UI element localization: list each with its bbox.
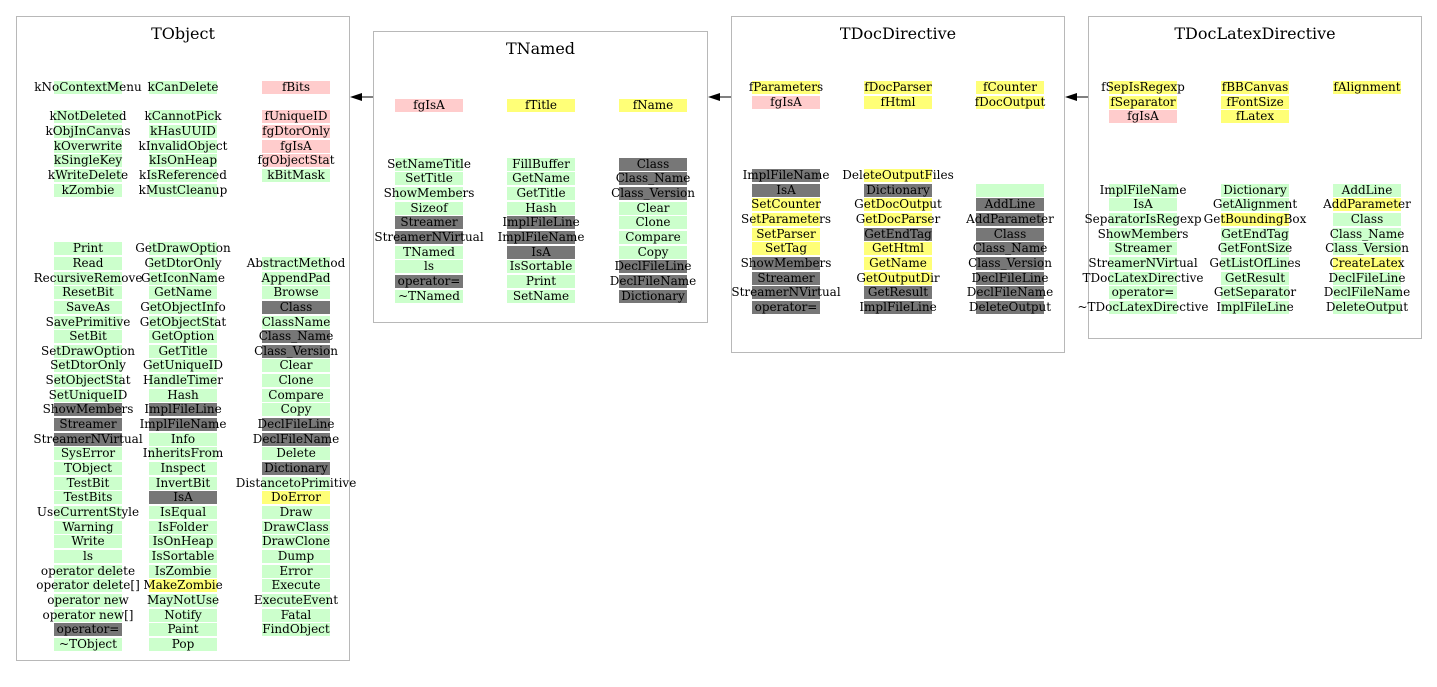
member-label: ~TObject	[59, 636, 117, 651]
member-label: kIsOnHeap	[148, 153, 218, 168]
member-label: Dictionary	[1223, 182, 1287, 197]
member-label: GetObjectInfo	[140, 299, 226, 314]
member-label: TObject	[64, 461, 112, 476]
member-label: GetUniqueID	[142, 358, 224, 373]
member-label: ImplFileLine	[859, 299, 937, 314]
member-label: AddParameter	[966, 211, 1054, 226]
member-label: Print	[525, 273, 557, 288]
member-label: fUniqueID	[264, 109, 328, 124]
member-label: IsSortable	[151, 549, 215, 563]
member-label: Info	[170, 431, 196, 446]
member-label: GetName	[869, 255, 927, 270]
member-label: IsZombie	[154, 563, 212, 578]
member-label: GetSeparator	[1213, 285, 1297, 300]
member-label: GetDocOutput	[854, 197, 942, 212]
member-label: SetTag	[764, 241, 808, 256]
class-title-tobject: TObject	[151, 24, 215, 43]
arrow-tdoclatexdirective-to-tdocdirective	[1065, 93, 1088, 101]
member-label: Write	[71, 534, 105, 549]
member-label: IsEqual	[159, 505, 207, 520]
member-label: GetDocParser	[855, 211, 941, 226]
member-label: fgIsA	[1127, 109, 1159, 124]
member-label: IsA	[1133, 197, 1153, 212]
member-label: fgIsA	[280, 138, 312, 153]
member-label: GetResult	[1224, 270, 1286, 285]
member-label: kWriteDelete	[47, 167, 129, 182]
member-label: GetOutputDir	[856, 270, 940, 285]
member-label: Dictionary	[621, 288, 685, 303]
member-label: kCannotPick	[144, 109, 222, 124]
member-label: kBitMask	[267, 167, 325, 182]
member-label: ShowMembers	[383, 185, 475, 200]
member-label: fgIsA	[413, 98, 445, 112]
member-label: fParameters	[748, 80, 824, 94]
member-label: InvertBit	[155, 475, 211, 490]
member-label: GetIconName	[140, 270, 226, 285]
member-label: HandleTimer	[142, 373, 224, 388]
member-label: ResetBit	[62, 285, 114, 300]
member-label: operator new[]	[42, 607, 134, 622]
class-title-tnamed: TNamed	[505, 39, 576, 58]
member-label: ExecuteEvent	[253, 592, 339, 607]
member-label: StreamerNVirtual	[731, 285, 841, 300]
member-label: ImplFileName	[497, 229, 585, 244]
member-label: Class_Name	[615, 171, 691, 186]
class-title-tdocdirective: TDocDirective	[839, 24, 957, 43]
member-label: Read	[72, 255, 104, 270]
member-label: AppendPad	[261, 270, 331, 285]
member-label: GetListOfLines	[1209, 255, 1301, 270]
member-label: Class	[993, 226, 1027, 241]
member-label: operator=	[397, 273, 461, 288]
member-label: fCounter	[983, 80, 1037, 94]
member-label: Class_Version	[254, 343, 338, 358]
member-label: SetDrawOption	[40, 343, 136, 358]
member-label: Warning	[62, 519, 114, 534]
member-label: FillBuffer	[512, 156, 570, 171]
member-label: DrawClone	[262, 534, 330, 549]
member-label: Streamer	[400, 215, 458, 230]
member-label: operator delete[]	[36, 578, 140, 593]
member-label: Class_Name	[258, 329, 334, 344]
member-label: DeleteOutput	[968, 299, 1052, 314]
member-label: DeclFileLine	[1328, 270, 1406, 285]
member-label: SetCounter	[751, 197, 821, 212]
member-label: operator delete	[40, 563, 136, 578]
member-label: fBits	[281, 80, 311, 94]
member-label: Print	[72, 241, 104, 256]
member-label: SetTitle	[405, 171, 453, 186]
member-label: FindObject	[262, 622, 330, 637]
member-label: IsA	[173, 490, 193, 505]
member-label: kZombie	[61, 182, 115, 197]
member-label: operator=	[754, 299, 818, 314]
member-label: SetObjectStat	[45, 373, 131, 388]
member-label: Inspect	[160, 461, 206, 476]
member-label: DeclFileName	[609, 273, 697, 288]
member-label: kSingleKey	[53, 153, 123, 168]
member-label: DeclFileName	[966, 285, 1054, 300]
member-label: StreamerNVirtual	[1088, 255, 1198, 270]
member-label: Browse	[273, 285, 319, 300]
member-label: Class_Version	[1325, 241, 1409, 256]
member-label: kCanDelete	[147, 80, 219, 94]
member-label: IsA	[776, 182, 796, 197]
member-label: TNamed	[403, 244, 455, 259]
member-label: fgIsA	[770, 94, 802, 109]
member-label: AbstractMethod	[246, 255, 346, 270]
member-label: Class_Version	[611, 185, 695, 200]
member-label: Pop	[171, 636, 195, 651]
member-label: Class	[1350, 211, 1384, 226]
member-label: GetEndTag	[1221, 226, 1289, 241]
member-label: GetTitle	[516, 185, 566, 200]
member-label: SetUniqueID	[48, 387, 128, 402]
member-label: ShowMembers	[42, 402, 134, 417]
member-label: GetName	[154, 285, 212, 300]
member-label: Clone	[635, 215, 671, 230]
member-label: fDocParser	[864, 80, 932, 94]
member-label: Class	[636, 156, 670, 171]
member-label: SavePrimitive	[45, 314, 131, 329]
member-label: fSepIsRegexp	[1101, 80, 1185, 94]
member-label: kInvalidObject	[138, 138, 228, 153]
member-label: DrawClass	[263, 519, 329, 534]
member-label: operator=	[56, 622, 120, 637]
member-label: Error	[279, 563, 313, 578]
member-label: Fatal	[280, 607, 312, 622]
member-label: DeleteOutput	[1325, 299, 1409, 314]
member-label: Streamer	[1114, 241, 1172, 256]
member-label: SaveAs	[65, 299, 111, 314]
member-label: kObjInCanvas	[45, 123, 131, 138]
member-label: Clone	[278, 373, 314, 388]
member-label: Sizeof	[410, 200, 448, 215]
member-label: TestBits	[63, 490, 113, 505]
member-label: SysError	[60, 446, 116, 461]
member-label: DeclFileName	[1323, 285, 1411, 300]
member-label: GetFontSize	[1217, 241, 1293, 256]
member-label: DeleteOutputFiles	[842, 167, 954, 182]
member-label: GetTitle	[158, 343, 208, 358]
member-label: SetNameTitle	[387, 156, 471, 171]
member-label: fBBCanvas	[1221, 80, 1289, 94]
member-label: Class_Name	[1329, 226, 1405, 241]
member-label: AddParameter	[1323, 197, 1411, 212]
member-label: AddLine	[984, 197, 1036, 212]
member-label: DeclFileName	[252, 431, 340, 446]
member-label: Class	[279, 299, 313, 314]
member-label: SetParameters	[740, 211, 832, 226]
member-label: fHtml	[880, 94, 916, 109]
member-label: InheritsFrom	[142, 446, 224, 461]
member-label: DeclFileLine	[614, 259, 692, 274]
member-label: GetName	[512, 171, 570, 186]
member-label: fFontSize	[1226, 94, 1284, 109]
member-label: kHasUUID	[150, 123, 216, 138]
member-label: Clear	[636, 200, 670, 215]
member-label: UseCurrentStyle	[36, 505, 140, 520]
member-label: ls	[83, 549, 93, 563]
member-label: StreamerNVirtual	[33, 431, 143, 446]
member-label: Copy	[637, 244, 669, 259]
member-label: fTitle	[524, 98, 558, 112]
member-label: ImplFileName	[742, 167, 830, 182]
arrow-tdocdirective-to-tnamed	[708, 93, 731, 101]
member-label: Streamer	[757, 270, 815, 285]
member-label: Hash	[525, 200, 557, 215]
member-label: GetObjectStat	[139, 314, 227, 329]
arrow-tnamed-to-tobject	[350, 93, 373, 101]
member-label: GetDrawOption	[135, 241, 231, 256]
member-label: Dump	[277, 549, 315, 564]
member-label: MayNotUse	[146, 592, 220, 607]
member-label: Class_Name	[972, 241, 1048, 256]
member-label: fgObjectStat	[257, 153, 335, 168]
member-label: ImplFileLine	[502, 215, 580, 230]
member-label: TestBit	[66, 475, 110, 490]
member-label: SeparatorIsRegexp	[1084, 211, 1202, 226]
member-label: ClassName	[261, 314, 331, 329]
member-label: SetDtorOnly	[50, 358, 126, 373]
member-label: DeclFileLine	[257, 417, 335, 432]
member-label: fAlignment	[1333, 80, 1401, 94]
member-label: fLatex	[1235, 109, 1275, 124]
member-label: GetAlignment	[1212, 197, 1298, 212]
member-label: ImplFileLine	[144, 402, 222, 417]
member-label: MakeZombie	[143, 578, 223, 593]
member-label: kOverwrite	[53, 138, 123, 153]
member-label: fName	[632, 98, 674, 112]
member-label: DoError	[270, 490, 322, 505]
member-label: Dictionary	[264, 461, 328, 476]
member-label: SetParser	[756, 226, 816, 241]
member-label: CreateLatex	[1329, 255, 1405, 270]
member-label: ~TNamed	[398, 288, 460, 303]
member-label: GetDtorOnly	[144, 255, 222, 270]
member-label: GetBoundingBox	[1203, 211, 1307, 226]
member-label: kNoContextMenu	[34, 80, 142, 94]
member-label: GetEndTag	[864, 226, 932, 241]
member-label: ImplFileName	[139, 417, 227, 432]
member-label: Compare	[625, 229, 681, 244]
member-label: AddLine	[1341, 182, 1393, 197]
member-label: IsA	[531, 244, 551, 259]
member-label: Delete	[276, 446, 316, 461]
member-label: Hash	[167, 387, 199, 402]
member-label: Paint	[167, 622, 199, 637]
class-title-tdoclatexdirective: TDocLatexDirective	[1174, 24, 1336, 43]
member-label: fgDtorOnly	[262, 123, 330, 138]
member-label: operator=	[1111, 285, 1175, 300]
member-label: Clear	[279, 358, 313, 373]
member-label: IsOnHeap	[152, 534, 214, 549]
member-label: GetOption	[151, 329, 215, 344]
member-label: ShowMembers	[1097, 226, 1189, 241]
member-label: ImplFileName	[1099, 182, 1187, 197]
member-label: TDocLatexDirective	[1082, 270, 1204, 285]
member-label: kIsReferenced	[139, 167, 227, 182]
member-label: kNotDeleted	[49, 109, 127, 124]
member-label: RecursiveRemove	[33, 270, 143, 285]
member-label: operator new	[47, 592, 129, 607]
member-label: SetBit	[69, 329, 107, 344]
member-label: GetHtml	[871, 241, 924, 256]
member-label: Execute	[271, 578, 321, 593]
member-label: fDocOutput	[974, 94, 1046, 109]
member-label: kMustCleanup	[138, 182, 228, 197]
member-label: ImplFileLine	[1216, 299, 1294, 314]
member-label: Notify	[164, 607, 202, 622]
member-label: ~TDocLatexDirective	[1077, 299, 1209, 314]
member-label: IsFolder	[157, 519, 209, 534]
member-label: Compare	[268, 387, 324, 402]
member-label: Copy	[280, 402, 312, 417]
member-label: ShowMembers	[740, 255, 832, 270]
member-label: GetResult	[867, 285, 929, 300]
member-label: Streamer	[59, 417, 117, 432]
member-label: DistancetoPrimitive	[235, 475, 357, 490]
member-label: Dictionary	[866, 182, 930, 197]
member-label: fSeparator	[1110, 94, 1176, 109]
member-label: StreamerNVirtual	[374, 229, 484, 244]
member-label: SetName	[512, 288, 570, 303]
member-label: ls	[424, 259, 434, 274]
member-label: Draw	[279, 505, 313, 520]
member-label: IsSortable	[509, 259, 573, 274]
member-label: Class_Version	[968, 255, 1052, 270]
member-label: DeclFileLine	[971, 270, 1049, 285]
